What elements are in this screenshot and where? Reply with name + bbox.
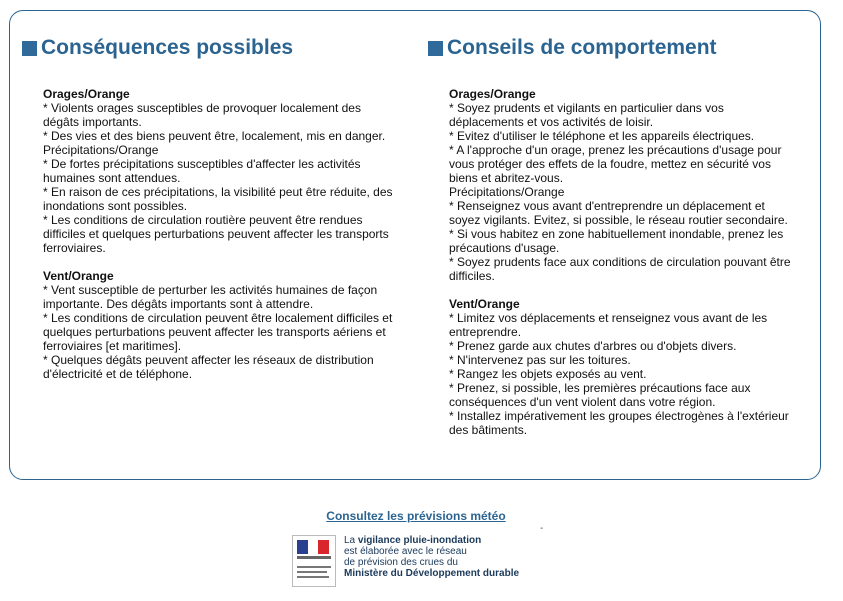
text-line: * Prenez garde aux chutes d'arbres ou d'objets divers. xyxy=(449,339,737,353)
text-line: * De fortes précipitations susceptibles d'affecter les activités xyxy=(43,157,361,171)
text-line: ferroviaires [et maritimes]. xyxy=(43,339,182,353)
consequences-column xyxy=(22,35,402,395)
logo-line-1a: La xyxy=(344,535,358,546)
text-line: quelques perturbations peuvent affecter les transports aériens et xyxy=(43,325,386,339)
consequences-text xyxy=(43,87,402,381)
section-title: Orages/Orange xyxy=(43,87,130,101)
footer-logo-text xyxy=(344,535,519,579)
flag-icon xyxy=(297,540,329,554)
text-line: importante. Des dégâts importants sont à attendre. xyxy=(43,297,314,311)
text-line: * En raison de ces précipitations, la visibilité peut être réduite, des xyxy=(43,185,393,199)
conseils-heading xyxy=(428,35,808,61)
consequences-title: Conséquences possibles xyxy=(41,36,294,59)
text-line: * Vent susceptible de perturber les activités humaines de façon xyxy=(43,283,378,297)
separator-dash: - xyxy=(540,523,544,534)
text-line: * Si vous habitez en zone habituellement inondable, prenez les xyxy=(449,227,784,241)
text-line: biens et abritez-vous. xyxy=(449,171,564,185)
text-line: Précipitations/Orange xyxy=(43,143,159,157)
advice-section xyxy=(449,297,808,437)
conseils-column xyxy=(428,35,808,451)
text-line: précautions d'usage. xyxy=(449,241,560,255)
text-line: d'électricité et de téléphone. xyxy=(43,367,193,381)
consult-previsions-link[interactable]: Consultez les prévisions météo xyxy=(326,509,506,523)
section-title: Vent/Orange xyxy=(43,269,114,283)
text-line: vous protéger des effets de la foudre, mettez en sécurité vos xyxy=(449,157,771,171)
text-line: * Prenez, si possible, les premières précautions face aux xyxy=(449,381,751,395)
text-line: * Renseignez vous avant d'entreprendre un déplacement et xyxy=(449,199,765,213)
logo-line-1b: vigilance pluie-inondation xyxy=(357,535,482,546)
conseils-text xyxy=(449,87,808,437)
text-line: conséquences d'un vent violent dans votre région. xyxy=(449,395,716,409)
text-line: Précipitations/Orange xyxy=(449,185,565,199)
square-bullet-icon xyxy=(22,41,37,56)
text-line: humaines sont attendues. xyxy=(43,171,181,185)
text-line: * Quelques dégâts peuvent affecter les réseaux de distribution xyxy=(43,353,374,367)
logo-line-4: Ministère du Développement durable xyxy=(344,568,520,579)
vigilance-panel xyxy=(9,10,821,480)
advice-section xyxy=(43,269,402,381)
text-line: * Violents orages susceptibles de provoquer localement des xyxy=(43,101,361,115)
text-line: * Rangez les objets exposés au vent. xyxy=(449,367,647,381)
square-bullet-icon xyxy=(428,41,443,56)
text-line: des bâtiments. xyxy=(449,423,528,437)
section-title: Orages/Orange xyxy=(449,87,536,101)
text-line: * Soyez prudents et vigilants en particulier dans vos xyxy=(449,101,724,115)
section-title: Vent/Orange xyxy=(449,297,520,311)
conseils-title: Conseils de comportement xyxy=(447,36,717,59)
republique-francaise-logo-icon xyxy=(292,535,336,587)
text-line: inondations sont possibles. xyxy=(43,199,188,213)
text-line: dégâts importants. xyxy=(43,115,142,129)
text-line: difficiles et quelques perturbations peuvent affecter les transports xyxy=(43,227,389,241)
text-line: * Installez impérativement les groupes électrogènes à l'extérieur xyxy=(449,409,789,423)
logo-line-3: de prévision des crues du xyxy=(344,557,458,568)
footer-logo-block[interactable] xyxy=(292,535,519,587)
text-line: * Evitez d'utiliser le téléphone et les appareils électriques. xyxy=(449,129,755,143)
text-line: entreprendre. xyxy=(449,325,522,339)
text-line: * Des vies et des biens peuvent être, localement, mis en danger. xyxy=(43,129,386,143)
text-line: déplacements et vos activités de loisir. xyxy=(449,115,654,129)
text-line: * N'intervenez pas sur les toitures. xyxy=(449,353,631,367)
text-line: * Limitez vos déplacements et renseignez vous avant de les xyxy=(449,311,768,325)
text-line: difficiles. xyxy=(449,269,495,283)
advice-section xyxy=(449,87,808,283)
logo-line-2: est élaborée avec le réseau xyxy=(344,546,467,557)
consequences-heading xyxy=(22,35,402,61)
text-line: * Soyez prudents face aux conditions de circulation pouvant être xyxy=(449,255,791,269)
text-line: soyez vigilants. Evitez, si possible, le réseau routier secondaire. xyxy=(449,213,788,227)
text-line: * A l'approche d'un orage, prenez les précautions d'usage pour xyxy=(449,143,782,157)
text-line: ferroviaires. xyxy=(43,241,106,255)
text-line: * Les conditions de circulation peuvent être localement difficiles et xyxy=(43,311,393,325)
advice-section xyxy=(43,87,402,255)
text-line: * Les conditions de circulation routière peuvent être rendues xyxy=(43,213,363,227)
